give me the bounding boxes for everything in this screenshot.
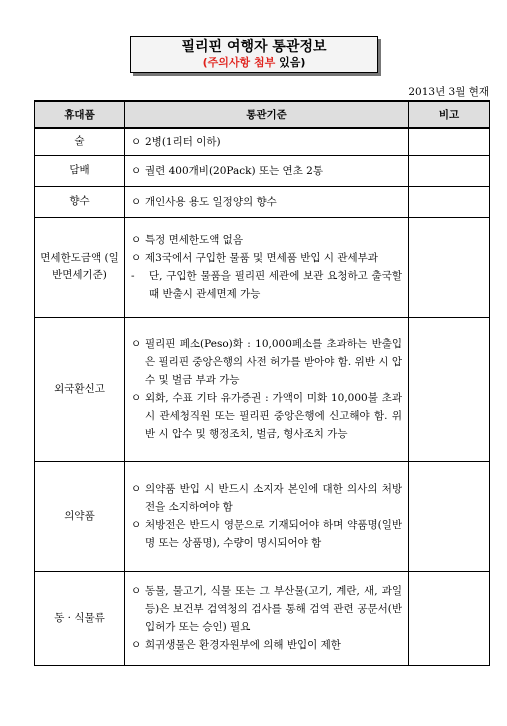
bullet-mark: ㅇ	[131, 585, 142, 597]
standard-line	[131, 335, 402, 389]
bullet-mark: ㅇ	[131, 195, 142, 208]
title-box	[130, 36, 378, 73]
table-row	[35, 155, 490, 186]
table-row	[35, 217, 490, 317]
standard-text: 외화, 수표 기타 유가증권 : 가액이 미화 10,000불 초과 시 관세청직원 또는 필리핀 중앙은행에 신고해야 함. 위반 시 압수 및 행정조치, 벌금, 형사조치 가능	[145, 392, 402, 440]
cell-standard	[125, 461, 409, 571]
page-title: 필리핀 여행자 통관정보	[181, 39, 327, 55]
standard-line	[131, 516, 402, 552]
standard-text: 처방전은 반드시 영문으로 기재되어야 하며 약품명(일반명 또는 상품명), 수량이 명시되어야 함	[145, 519, 402, 549]
subtitle-open: (	[202, 56, 208, 69]
bullet-mark: ㅇ	[131, 392, 142, 404]
bullet-mark: ㅇ	[131, 135, 142, 148]
cell-standard	[125, 317, 409, 461]
standard-line	[131, 193, 402, 211]
cell-item: 향수	[35, 186, 125, 217]
standard-line	[131, 582, 402, 636]
bullet-mark: ㅇ	[131, 252, 142, 264]
bullet-mark: ㅇ	[131, 234, 142, 246]
standard-line	[131, 133, 402, 151]
cell-note	[409, 155, 490, 186]
cell-standard	[125, 155, 409, 186]
standard-text: 궐련 400개비(20Pack) 또는 연초 2통	[145, 164, 324, 177]
standard-text: 희귀생물은 환경자원부에 의해 반입이 제한	[145, 639, 341, 651]
bullet-mark: -	[131, 270, 135, 282]
cell-standard	[125, 217, 409, 317]
standard-text: 제3국에서 구입한 물품 및 면세품 반입 시 관세부과	[145, 252, 378, 264]
standard-line	[131, 389, 402, 443]
table-body	[35, 128, 490, 665]
bullet-mark: ㅇ	[131, 483, 142, 495]
table-row	[35, 128, 490, 155]
cell-item: 외국환신고	[35, 317, 125, 461]
column-header-item: 휴대품	[35, 101, 125, 128]
date-label: 2013년 3월 현재	[408, 86, 489, 98]
cell-item: 면세한도금액 (일반면세기준)	[35, 217, 125, 317]
cell-item: 담배	[35, 155, 125, 186]
cell-note	[409, 461, 490, 571]
cell-note	[409, 186, 490, 217]
bullet-mark: ㅇ	[131, 519, 142, 531]
bullet-mark: ㅇ	[131, 338, 142, 350]
standard-text: 2병(1리터 이하)	[145, 135, 221, 148]
cell-item: 동 · 식물류	[35, 571, 125, 665]
standard-text: 필리핀 페소(Peso)화 : 10,000페소를 초과하는 반출입은 필리핀 중앙은행의 사전 허가를 받아야 함. 위반 시 압수 및 벌금 부과 가능	[145, 338, 402, 386]
table-row	[35, 317, 490, 461]
table-row	[35, 461, 490, 571]
table-row	[35, 571, 490, 665]
bullet-mark: ㅇ	[131, 164, 142, 177]
cell-item: 술	[35, 128, 125, 155]
subtitle-highlight: 주의사항 첨부	[207, 56, 276, 69]
standard-text: 의약품 반입 시 반드시 소지자 본인에 대한 의사의 처방전을 소지하여야 함	[145, 483, 402, 513]
standard-line	[131, 636, 402, 654]
standard-line	[131, 162, 402, 180]
page-subtitle	[131, 56, 377, 69]
cell-item: 의약품	[35, 461, 125, 571]
cell-note	[409, 217, 490, 317]
cell-note	[409, 571, 490, 665]
standard-text: 개인사용 용도 일정양의 향수	[145, 195, 277, 208]
standard-line	[131, 267, 402, 303]
table-header-row	[35, 101, 490, 128]
standard-text: 단, 구입한 물품을 필리핀 세관에 보관 요청하고 출국할 때 반출시 관세면제 가능	[149, 270, 402, 300]
standard-line	[131, 249, 402, 267]
standard-text: 특정 면세한도액 없음	[145, 234, 243, 246]
table-row	[35, 186, 490, 217]
standard-line	[131, 480, 402, 516]
subtitle-rest: 있음)	[275, 56, 306, 69]
standard-line	[131, 231, 402, 249]
column-header-standard: 통관기준	[125, 101, 409, 128]
cell-note	[409, 317, 490, 461]
customs-table	[34, 100, 490, 666]
column-header-note: 비고	[409, 101, 490, 128]
cell-standard	[125, 128, 409, 155]
cell-note	[409, 128, 490, 155]
standard-text: 동물, 물고기, 식물 또는 그 부산물(고기, 계란, 새, 과일 등)은 보건부 검역청의 검사를 통해 검역 관련 공문서(반입허가 또는 승인) 필요	[145, 585, 402, 633]
cell-standard	[125, 571, 409, 665]
bullet-mark: ㅇ	[131, 639, 142, 651]
cell-standard	[125, 186, 409, 217]
